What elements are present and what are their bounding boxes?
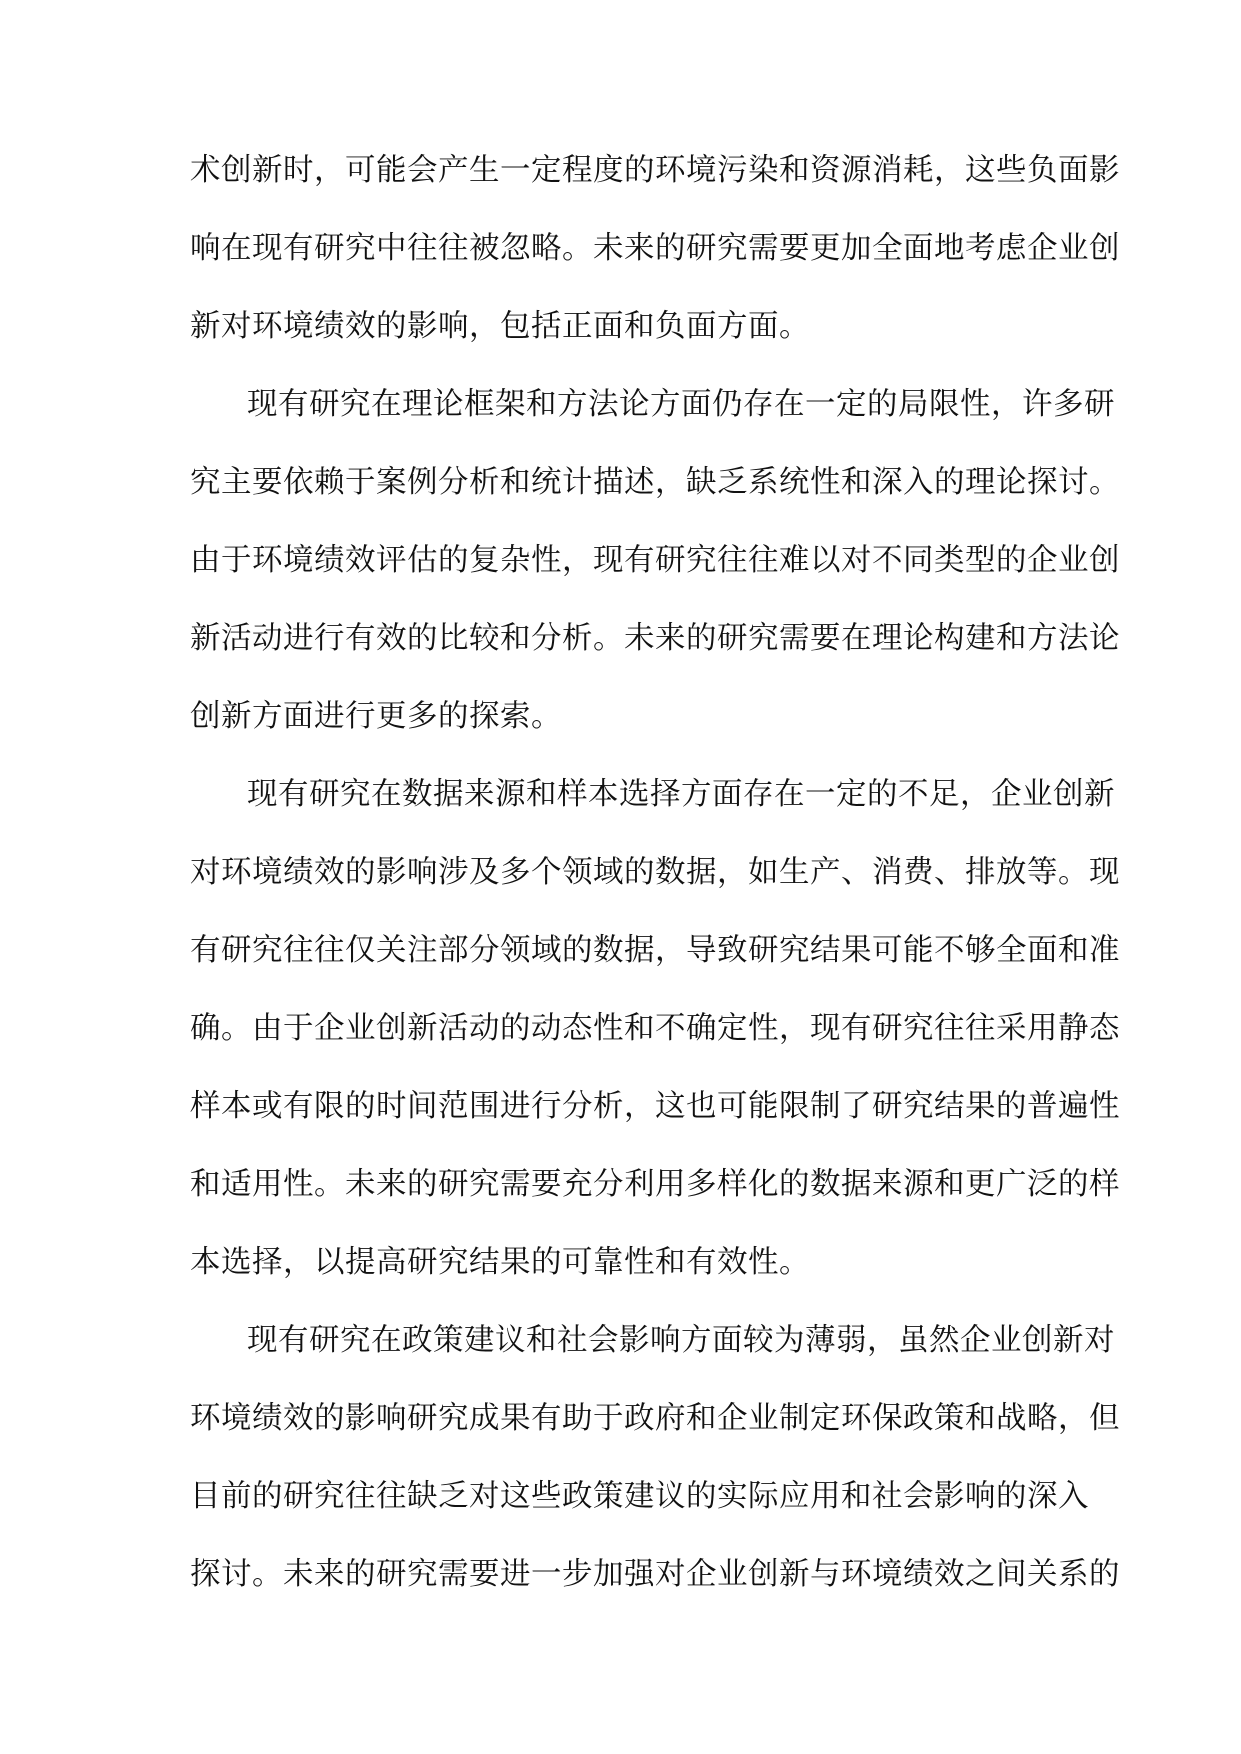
text-line: 本选择，以提高研究结果的可靠性和有效性。 (190, 1245, 810, 1280)
text-line: 确。由于企业创新活动的动态性和不确定性，现有研究往往采用静态 (190, 1011, 1120, 1046)
document-body (190, 132, 1120, 1614)
text-line: 探讨。未来的研究需要进一步加强对企业创新与环境绩效之间关系的 (190, 1557, 1120, 1592)
text-line: 术创新时，可能会产生一定程度的环境污染和资源消耗，这些负面影 (190, 153, 1120, 188)
text-line: 创新方面进行更多的探索。 (190, 699, 562, 734)
text-line: 和适用性。未来的研究需要充分利用多样化的数据来源和更广泛的样 (190, 1167, 1120, 1202)
text-line: 有研究往往仅关注部分领域的数据，导致研究结果可能不够全面和准 (190, 933, 1120, 968)
paragraph-2 (190, 366, 1120, 756)
paragraph-4 (190, 1302, 1120, 1614)
text-line: 对环境绩效的影响涉及多个领域的数据，如生产、消费、排放等。现 (190, 855, 1120, 890)
text-line: 新对环境绩效的影响，包括正面和负面方面。 (190, 309, 810, 344)
paragraph-3 (190, 756, 1120, 1302)
paragraph-1 (190, 132, 1120, 366)
text-line: 现有研究在数据来源和样本选择方面存在一定的不足，企业创新 (247, 777, 1115, 812)
text-line: 新活动进行有效的比较和分析。未来的研究需要在理论构建和方法论 (190, 621, 1120, 656)
text-line: 目前的研究往往缺乏对这些政策建议的实际应用和社会影响的深入 (190, 1479, 1089, 1514)
text-line: 样本或有限的时间范围进行分析，这也可能限制了研究结果的普遍性 (190, 1089, 1120, 1124)
text-line: 究主要依赖于案例分析和统计描述，缺乏系统性和深入的理论探讨。 (190, 465, 1120, 500)
text-line: 环境绩效的影响研究成果有助于政府和企业制定环保政策和战略，但 (190, 1401, 1120, 1436)
text-line: 响在现有研究中往往被忽略。未来的研究需要更加全面地考虑企业创 (190, 231, 1120, 266)
text-line: 现有研究在政策建议和社会影响方面较为薄弱，虽然企业创新对 (247, 1323, 1115, 1358)
text-line: 由于环境绩效评估的复杂性，现有研究往往难以对不同类型的企业创 (190, 543, 1120, 578)
text-line: 现有研究在理论框架和方法论方面仍存在一定的局限性，许多研 (247, 387, 1115, 422)
